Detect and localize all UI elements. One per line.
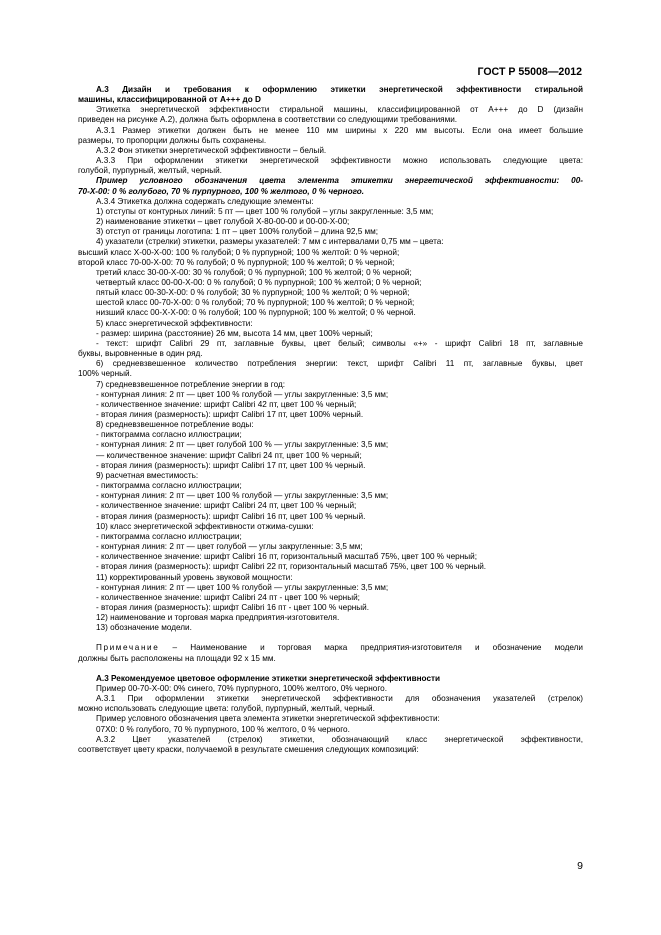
list-item: - пиктограмма согласно иллюстрации; (96, 531, 242, 541)
note (78, 643, 583, 653)
note-cont: должны быть расположены на площади 92 х 15 мм. (78, 653, 276, 663)
list-item: - контурная линия: 2 пт — цвет голубой — углы закругленные: 3,5 мм; (96, 542, 363, 552)
paragraph: А.3.1 При оформлении этикетки энергетической эффективности для обозначения указателей (стрелок) (96, 694, 583, 704)
standard-code: ГОСТ Р 55008—2012 (477, 66, 582, 78)
list-item: низший класс 00-Х-Х-00: 0 % голубой; 100 % пурпурной; 100 % желтой; 0 % черной. (96, 308, 416, 318)
section-title-cont: машины, классифицированной от A+++ до D (78, 95, 261, 105)
list-item: - количественное значение: шрифт Calibri 24 пт - цвет 100 % черный; (96, 592, 360, 602)
list-item: третий класс 30-00-Х-00: 30 % голубой; 0 % пурпурной; 100 % желтой; 0 % черной; (96, 267, 412, 277)
page-number: 9 (577, 860, 583, 872)
list-item: 1) отступы от контурных линий: 5 пт — цвет 100 % голубой – углы закругленные: 3,5 мм; (96, 206, 434, 216)
list-item: шестой класс 00-70-Х-00: 0 % голубой; 70 % пурпурной; 100 % желтой; 0 % черной; (96, 298, 415, 308)
note-label: Примечание (96, 643, 160, 653)
list-item: 2) наименование этикетки – цвет голубой Х-80-00-00 и 00-00-Х-00; (96, 217, 350, 227)
paragraph: А.3.3 При оформлении этикетки энергетической эффективности можно использовать следующие цвета: (96, 156, 583, 166)
list-item: второй класс 70-00-Х-00: 70 % голубой; 0 % пурпурной; 100 % желтой; 0 % черной; (78, 257, 395, 267)
list-item: - пиктограмма согласно иллюстрации; (96, 430, 242, 440)
list-item-cont: 100% черный. (78, 369, 132, 379)
list-item: 12) наименование и торговая марка предприятия-изготовителя. (96, 613, 340, 623)
list-item: 7) средневзвешенное потребление энергии в год: (96, 379, 286, 389)
example-text-cont: 70-Х-00: 0 % голубого, 70 % пурпурного, 100 % желтого, 0 % черного. (78, 186, 365, 196)
list-item: 8) средневзвешенное потребление воды: (96, 420, 254, 430)
list-item: 11) корректированный уровень звуковой мощности: (96, 572, 293, 582)
section-title: А.3 Дизайн и требования к оформлению этикетки энергетической эффективности стиральной (96, 85, 583, 94)
list-item: - пиктограмма согласно иллюстрации; (96, 481, 242, 491)
list-item: - вторая линия (размерность): шрифт Calibri 16 пт - цвет 100 % черный. (96, 602, 370, 612)
list-item: четвертый класс 00-00-Х-00: 0 % голубой; 0 % пурпурной; 100 % желтой; 0 % черной; (96, 277, 422, 287)
list-item: 6) средневзвешенное количество потребления энергии: текст, шрифт Calibri 11 пт, заглавные буквы, цвет (96, 359, 583, 369)
list-item: 3) отступ от границы логотипа: 1 пт – цвет 100% голубой – длина 92,5 мм; (96, 227, 379, 237)
paragraph: А.3.1 Размер этикетки должен быть не менее 110 мм ширины х 220 мм высоты. Если она имеет большие (96, 125, 583, 135)
paragraph: А.3.2 Фон этикетки энергетической эффективности – белый. (96, 145, 327, 155)
page-content (78, 85, 583, 755)
list-item-cont: буквы, выровненные в один ряд. (78, 349, 203, 359)
list-item: - количественное значение: шрифт Calibri 42 пт, цвет 100 % черный; (96, 399, 357, 409)
list-item: - контурная линия: 2 пт — цвет 100 % голубой — углы закругленные: 3,5 мм; (96, 582, 389, 592)
list-item: - контурная линия: 2 пт — цвет 100 % голубой — углы закругленные: 3,5 мм; (96, 389, 389, 399)
list-item: 9) расчетная вместимость: (96, 470, 199, 480)
section-title: А.3 Рекомендуемое цветовое оформление этикетки энергетической эффективности (96, 673, 441, 683)
list-item: 4) указатели (стрелки) этикетки, размеры указателей: 7 мм с интервалами 0,75 мм – цвета: (96, 237, 444, 247)
paragraph: Пример 00-70-Х-00: 0% синего, 70% пурпурного, 100% желтого, 0% черного. (96, 683, 387, 693)
list-item: - вторая линия (размерность): шрифт Calibri 22 пт, горизонтальный масштаб 75%, цвет 100 % черный. (96, 562, 487, 572)
list-item: - вторая линия (размерность): шрифт Calibri 16 пт, цвет 100 % черный. (96, 511, 366, 521)
paragraph-cont: приведен на рисунке А.2), должна быть оформлена в соответствии со следующими требованиями. (78, 115, 458, 125)
list-item: - контурная линия: 2 пт — цвет 100 % голубой — углы закругленные: 3,5 мм; (96, 491, 389, 501)
list-item: пятый класс 00-30-Х-00: 0 % голубой; 30 % пурпурной; 100 % желтой; 0 % черной; (96, 288, 410, 298)
list-item: 10) класс энергетической эффективности отжима-сушки: (96, 521, 314, 531)
list-item: - размер: ширина (расстояние) 26 мм, высота 14 мм, цвет 100% черный; (96, 328, 373, 338)
paragraph-cont: можно использовать следующие цвета: голубой, пурпурный, желтый, черный. (78, 704, 375, 714)
list-item: 5) класс энергетической эффективности: (96, 318, 253, 328)
paragraph: Пример условного обозначения цвета элемента этикетки энергетической эффективности: (96, 714, 440, 724)
note-text: – Наименование и торговая марка предприятия-изготовителя и обозначение модели (172, 643, 583, 653)
list-item: - текст: шрифт Calibri 29 пт, заглавные буквы, цвет белый; символы «+» - шрифт Calibri 18 пт, заглавные (96, 338, 583, 348)
paragraph-cont: размеры, то пропорции должны быть сохранены. (78, 135, 267, 145)
list-item: - вторая линия (размерность): шрифт Calibri 17 пт, цвет 100 % черный. (96, 460, 366, 470)
list-item: — количественное значение: шрифт Calibri 24 пт, цвет 100 % черный; (96, 450, 362, 460)
list-item: - количественное значение: шрифт Calibri 16 пт, горизонтальный масштаб 75%, цвет 100 % черный; (96, 552, 477, 562)
paragraph-cont: голубой, пурпурный, желтый, черный. (78, 166, 222, 176)
list-item: - количественное значение: шрифт Calibri 24 пт, цвет 100 % черный; (96, 501, 357, 511)
list-item: 13) обозначение модели. (96, 623, 192, 633)
list-item: - контурная линия: 2 пт — цвет голубой 100 % — углы закругленные: 3,5 мм; (96, 440, 389, 450)
paragraph: 07Х0: 0 % голубого, 70 % пурпурного, 100 % желтого, 0 % черного. (96, 724, 350, 734)
paragraph-cont: соответствует цвету краски, получаемой в результате смешения следующих композиций: (78, 744, 419, 754)
example-text: Пример условного обозначения цвета элемента этикетки энергетической эффективности: 00- (96, 176, 583, 186)
paragraph: А.3.2 Цвет указателей (стрелок) этикетки, обозначающий класс энергетической эффективности, (96, 734, 583, 744)
list-item: - вторая линия (размерность): шрифт Calibri 17 пт, цвет 100% черный. (96, 410, 364, 419)
list-item: высший класс Х-00-Х-00: 100 % голубой; 0 % пурпурной; 100 % желтой: 0 % черной; (78, 247, 400, 257)
paragraph: А.3.4 Этикетка должна содержать следующие элементы: (96, 196, 314, 206)
paragraph: Этикетка энергетической эффективности стиральной машины, классифицированной от A+++ до D (дизайн (96, 105, 583, 115)
